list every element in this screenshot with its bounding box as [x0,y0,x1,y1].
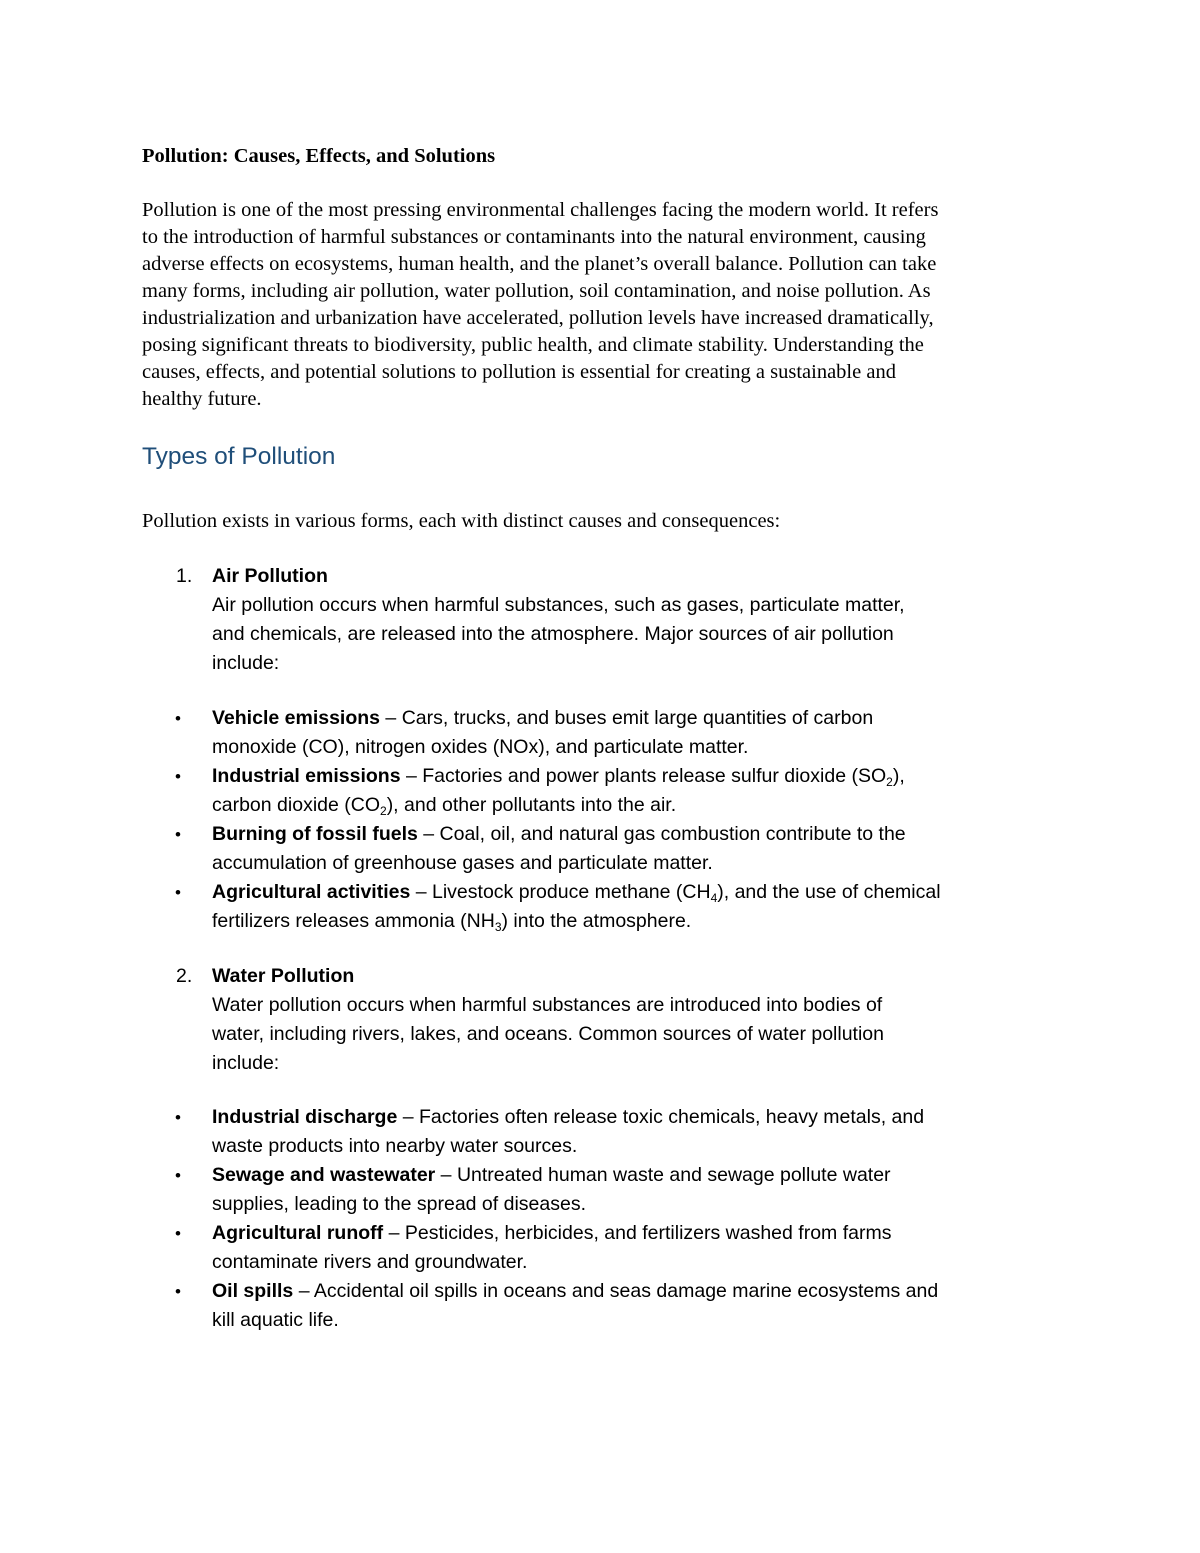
bullet-text: ), [892,765,905,787]
list-item [142,762,1072,820]
intro-line: industrialization and urbanization have accelerated, pollution levels have increased dramatically, [142,307,934,329]
intro-line: to the introduction of harmful substances or contaminants into the natural environment, causing [142,226,926,248]
bullet-text: kill aquatic life. [212,1309,339,1331]
bullet-text: ) into the atmosphere. [501,910,692,932]
bullet-icon: • [175,1282,181,1301]
numbered-item-body [212,562,1072,678]
bullet-icon: • [175,1108,181,1127]
item-description-line: Air pollution occurs when harmful substances, such as gases, particulate matter, [212,594,905,616]
bullet-text: – Factories and power plants release sulfur dioxide (SO [400,765,887,787]
item-description-line: include: [212,1052,280,1074]
list-item [142,1277,1072,1335]
item-title: Water Pollution [212,965,355,987]
bullet-text: ), and other pollutants into the air. [386,794,677,816]
list-item [142,704,1072,762]
bullet-text: carbon dioxide (CO [212,794,380,816]
bullet-text: monoxide (CO), nitrogen oxides (NOx), and particulate matter. [212,736,749,758]
intro-line: adverse effects on ecosystems, human health, and the planet’s overall balance. Pollution can take [142,253,937,275]
bullet-icon: • [175,1224,181,1243]
item-description-line: include: [212,652,280,674]
water-pollution-sources-list [142,1103,1072,1335]
subscript: 3 [494,920,502,934]
list-item [142,1219,1072,1277]
bullet-term: Burning of fossil fuels [212,823,418,845]
bullet-text: supplies, leading to the spread of diseases. [212,1193,586,1215]
bullet-text: fertilizers releases ammonia (NH [212,910,495,932]
bullet-term: Vehicle emissions [212,707,381,729]
subscript: 2 [380,804,387,818]
bullet-text: ), and the use of chemical [717,881,941,903]
list-item [142,878,1072,936]
bullet-text: – Untreated human waste and sewage pollute water [435,1164,891,1186]
bullet-term: Industrial emissions [212,765,401,787]
air-pollution-sources-list [142,704,1072,936]
bullet-icon: • [175,767,181,786]
intro-line: posing significant threats to biodiversity, public health, and climate stability. Understanding the [142,334,924,356]
numbered-item-body [212,962,1072,1078]
bullet-text: – Pesticides, herbicides, and fertilizers washed from farms [383,1222,892,1244]
bullet-text: – Livestock produce methane (CH [410,881,711,903]
bullet-text: – Factories often release toxic chemicals, heavy metals, and [397,1106,925,1128]
item-description-line: Water pollution occurs when harmful substances are introduced into bodies of [212,994,883,1016]
bullet-icon: • [175,883,181,902]
bullet-text: – Cars, trucks, and buses emit large quantities of carbon [380,707,874,729]
bullet-text: – Accidental oil spills in oceans and seas damage marine ecosystems and [293,1280,939,1302]
item-title: Air Pollution [212,565,328,587]
document-title: Pollution: Causes, Effects, and Solutions [142,145,496,167]
bullet-icon: • [175,825,181,844]
bullet-text: waste products into nearby water sources. [212,1135,578,1157]
list-number: 2. [176,965,193,987]
bullet-term: Sewage and wastewater [212,1164,436,1186]
intro-paragraph [142,197,1062,413]
intro-line: causes, effects, and potential solutions to pollution is essential for creating a sustainable and [142,361,896,383]
bullet-text: accumulation of greenhouse gases and particulate matter. [212,852,713,874]
section-heading: Types of Pollution [142,443,336,470]
list-item [142,1161,1072,1219]
bullet-term: Agricultural runoff [212,1222,384,1244]
subscript: 4 [710,891,718,905]
list-item [142,820,1072,878]
section-lead: Pollution exists in various forms, each with distinct causes and consequences: [142,510,781,532]
bullet-icon: • [175,709,181,728]
bullet-term: Oil spills [212,1280,294,1302]
item-description-line: and chemicals, are released into the atmosphere. Major sources of air pollution [212,623,894,645]
bullet-text: contaminate rivers and groundwater. [212,1251,528,1273]
item-description-line: water, including rivers, lakes, and oceans. Common sources of water pollution [212,1023,884,1045]
bullet-icon: • [175,1166,181,1185]
bullet-term: Agricultural activities [212,881,411,903]
intro-line: Pollution is one of the most pressing environmental challenges facing the modern world. It refers [142,199,939,221]
intro-line: many forms, including air pollution, water pollution, soil contamination, and noise pollution. As [142,280,931,302]
bullet-text: – Coal, oil, and natural gas combustion contribute to the [417,823,906,845]
list-number: 1. [176,565,193,587]
intro-line: healthy future. [142,388,262,410]
subscript: 2 [886,775,893,789]
bullet-term: Industrial discharge [212,1106,398,1128]
list-item [142,1103,1072,1161]
